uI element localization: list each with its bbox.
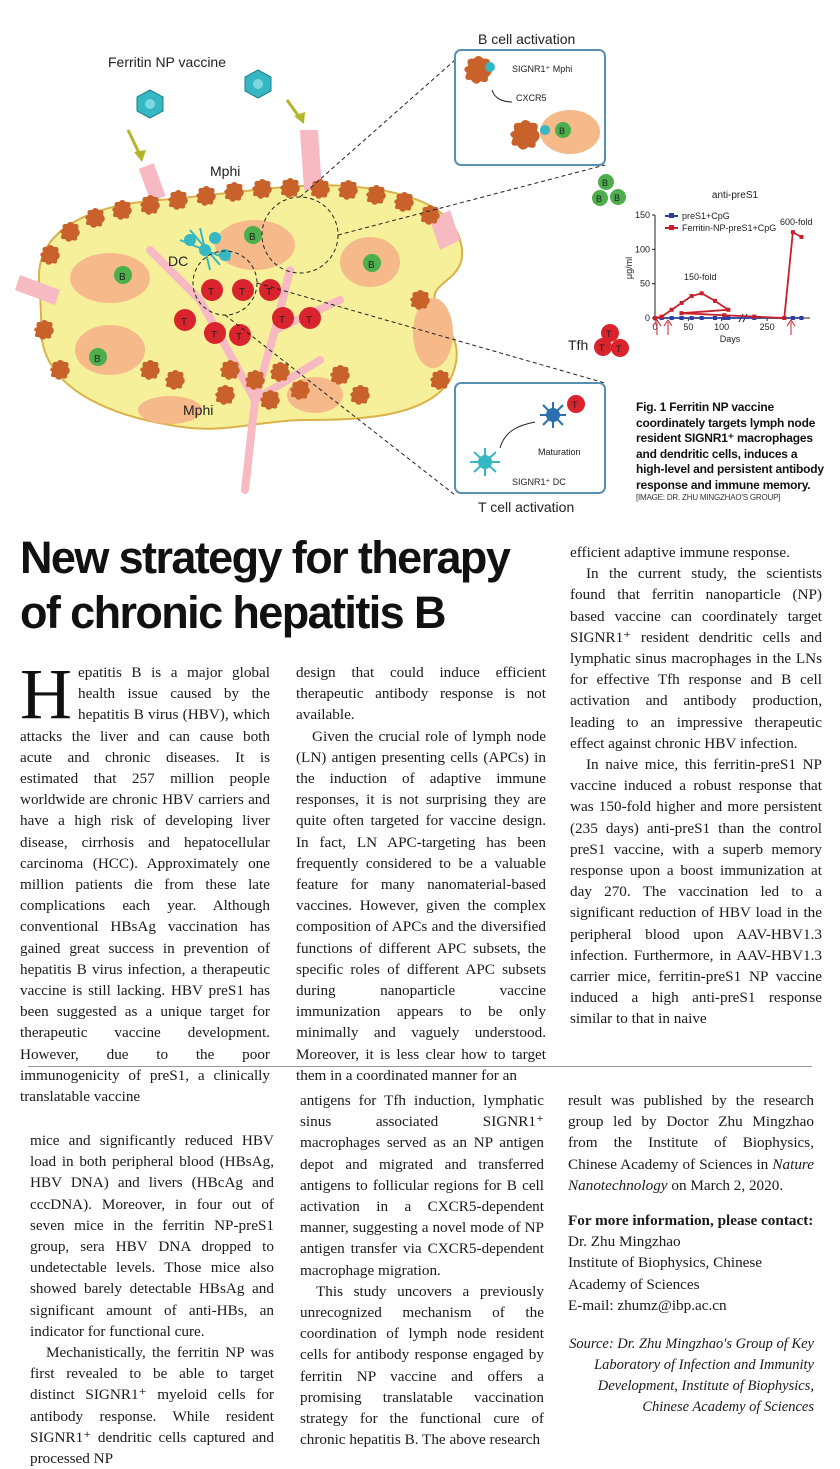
- annotation-150-fold: 150-fold: [684, 272, 717, 282]
- x-tick-label: 50: [683, 322, 694, 332]
- svg-text:B: B: [602, 178, 609, 188]
- svg-text:B: B: [596, 194, 603, 204]
- mphi-top-label: Mphi: [210, 163, 241, 179]
- section-divider: [28, 1066, 812, 1067]
- source-credit: Source: Dr. Zhu Mingzhao's Group of Key Laboratory of Infection and Immunity Development, Institute of Biophysics, Chinese Academy of Sciences: [569, 1336, 814, 1416]
- y-tick-label: 150: [634, 210, 650, 220]
- legend: [665, 211, 776, 233]
- data-point: [713, 299, 717, 303]
- svg-text:T: T: [239, 287, 246, 298]
- data-point: [653, 316, 657, 320]
- data-point: [690, 316, 694, 320]
- np-particle-icon: [137, 90, 163, 118]
- column-6: [568, 1090, 814, 1418]
- x-axis-label: Days: [719, 334, 741, 344]
- data-point: [799, 235, 803, 239]
- data-point: [700, 316, 704, 320]
- figure: [0, 0, 840, 525]
- paragraph: mice and significantly reduced HBV load in both peripheral blood (HBsAg, HBV DNA) and livers (HBcAg and cccDNA). Moreover, in four out of seven mice in the ferritin NP-preS1 group, sera HBV DNA dropped to undetectable levels. Those mice also showed barely detectable HBsAg and significant amount of anti-HBs, an indicator for functional cure.: [30, 1132, 274, 1340]
- data-point: [782, 316, 786, 320]
- contact-block: [568, 1210, 814, 1316]
- x-tick-label: 250: [759, 322, 775, 332]
- svg-text:T: T: [181, 317, 188, 328]
- column-2: [296, 662, 546, 1086]
- data-point: [679, 316, 683, 320]
- arrow-icon: [128, 130, 140, 155]
- svg-text:B: B: [249, 232, 256, 243]
- svg-text:B: B: [94, 354, 101, 365]
- chart-title: anti-preS1: [711, 190, 759, 201]
- legend-item: preS1+CpG: [682, 211, 730, 221]
- svg-text:B: B: [614, 193, 621, 203]
- x-tick-label: 0: [652, 322, 658, 332]
- svg-text:B: B: [119, 272, 126, 283]
- mature-dc-icon: [540, 402, 566, 428]
- vaccine-label: Ferritin NP vaccine: [108, 54, 227, 70]
- x-tick-label: 100: [714, 322, 730, 332]
- b-activation-title: B cell activation: [478, 31, 576, 47]
- tfh-label: Tfh: [568, 337, 589, 353]
- figure-credit: [IMAGE: DR. ZHU MINGZHAO'S GROUP]: [636, 493, 781, 502]
- svg-text:T: T: [616, 344, 622, 354]
- y-axis-label: μg/ml: [624, 256, 634, 280]
- svg-text:SIGNR1⁺ Mphi: SIGNR1⁺ Mphi: [512, 64, 573, 74]
- svg-text:T: T: [211, 330, 218, 341]
- annotation-600-fold: 600-fold: [780, 217, 813, 227]
- paragraph: design that could induce efficient therapeutic antibody response is not available.: [296, 664, 546, 724]
- mphi-bottom-label: Mphi: [183, 402, 214, 418]
- b-cell: [89, 348, 107, 366]
- contact-heading: For more information, please contact:: [568, 1212, 814, 1230]
- b-cell: [363, 254, 381, 272]
- paragraph: Mechanistically, the ferritin NP was first revealed to be able to target distinct SIGNR1⁺ myeloid cells for antibody response. While resident SIGNR1⁺ dendritic cells captured and processed NP: [30, 1344, 274, 1468]
- svg-text:SIGNR1⁺ DC: SIGNR1⁺ DC: [512, 477, 566, 487]
- paragraph: In naive mice, this ferritin-preS1 NP vaccine induced a robust response that was 150-fold higher and more persistent (235 days) anti-preS1 than the control preS1 vaccine, with a superb memory response upon a boost immunization at day 270. The vaccination led to a significant reduction of HBV load in the peripheral blood upon AAV-HBV1.3 infection. Furthermore, in AAV-HBV1.3 carrier mice, ferritin-preS1 NP vaccine induced a high anti-preS1 response similar to that in naive: [570, 756, 822, 1028]
- svg-text:T: T: [606, 329, 612, 339]
- column-1: [20, 654, 270, 1107]
- data-point: [670, 316, 674, 320]
- data-point: [680, 301, 684, 305]
- tfh-cells: [594, 324, 629, 357]
- paragraph: epatitis B is a major global health issue caused by the hepatitis B virus (HBV), which attacks the liver and can cause both acute and chronic diseases. It is estimated that 257 million people worldwide are chronic HBV carriers and have a high risk of developing liver disease, cirrhosis and hepatocellular carcinoma (HCC). Approximately one million patients die from these late complications each year. Although conventional HBsAg vaccination has gained great success in prevention of hepatitis B virus infection, a therapeutic vaccine is still lacking. HBV preS1 has been suggested as a unique target for therapeutic vaccine development. However, due to the poor immunogenicity of preS1, a clinically translatable vaccine: [20, 664, 270, 1106]
- follicle: [75, 325, 145, 375]
- svg-text:T: T: [279, 315, 286, 326]
- svg-text:T: T: [236, 332, 243, 343]
- data-point: [679, 311, 683, 315]
- paragraph: Given the crucial role of lymph node (LN) antigen presenting cells (APCs) in the induction of adaptive immune responses, it is not surprising they are quite often targeted for vaccine design. In fact, LN APC-targeting has been frequently considered to be a valuable feature for many nanomaterial-based vaccines. However, given the complex composition of APCs and the diversified functions of different APC subsets, the specific roles of different APC subsets during nanoparticle vaccine immunization appears to be only minimally and vaguely understood. Moreover, it is less clear how to target them in a coordinated manner for an: [296, 727, 546, 1084]
- journal-name: Nature Nanotechnology: [568, 1155, 814, 1194]
- data-point: [726, 308, 730, 312]
- legend-item: Ferritin-NP-preS1+CpG: [682, 223, 777, 233]
- y-tick-label: 100: [634, 244, 650, 255]
- paragraph: result was published by the research group led by Doctor Zhu Mingzhao from the Institute of Biophysics, Chinese Academy of Sciences in Nature Nanotechnology on March 2, 2020.: [568, 1092, 814, 1194]
- column-4: [30, 1130, 274, 1469]
- contact-institute: Institute of Biophysics, Chinese Academy of Sciences: [568, 1254, 763, 1293]
- b-cell: [244, 226, 262, 244]
- svg-text:B: B: [559, 126, 566, 136]
- data-point: [791, 230, 795, 234]
- contact-name: Dr. Zhu Mingzhao: [568, 1233, 681, 1251]
- follicle: [70, 253, 150, 303]
- data-point: [700, 291, 704, 295]
- data-point: [791, 316, 795, 320]
- np-particle-icon: [245, 70, 271, 98]
- series-line: [655, 232, 801, 318]
- paragraph: In the current study, the scientists found that ferritin nanoparticle (NP) based vaccine can coordinately target SIGNR1⁺ resident dendritic cells and lymphatic sinus macrophages in the LNs for effective Tfh response and B cell activation and antibody production, leading to an impressive therapeutic effect against chronic HBV infection.: [570, 565, 822, 752]
- dc-cell-icon: [470, 448, 500, 476]
- column-3: [570, 542, 822, 1030]
- data-point: [722, 313, 726, 317]
- svg-text:T: T: [208, 287, 215, 298]
- data-point: [660, 315, 664, 319]
- data-point: [752, 315, 756, 319]
- headline: New strategy for therapy of chronic hepatitis B: [20, 532, 510, 638]
- paragraph: This study uncovers a previously unrecognized mechanism of the coordination of lymph node resident cells for antibody response engaged by ferritin NP vaccine and offers a promising translatable vaccination strategy for the functional cure of chronic hepatitis B. The above research: [300, 1282, 544, 1449]
- b-cell-group: [592, 174, 626, 206]
- data-point: [799, 316, 803, 320]
- anti-pres1-chart: [624, 190, 813, 344]
- column-5: [300, 1090, 544, 1450]
- y-tick-label: 0: [644, 313, 650, 323]
- dropcap: H: [20, 654, 72, 734]
- svg-text:T: T: [306, 315, 313, 326]
- data-point: [713, 316, 717, 320]
- svg-text:T: T: [599, 343, 605, 353]
- paragraph: antigens for Tfh induction, lymphatic sinus associated SIGNR1⁺ macrophages served as an NP antigen depot and migrated and transferred antigens to follicular regions for B cell activation in a CXCR5-dependent manner, suggesting a novel mode of NP antigen transfer via CXCR5-dependent macrophage migration.: [300, 1092, 544, 1279]
- svg-text:T: T: [572, 400, 578, 410]
- svg-text:T: T: [266, 287, 273, 298]
- figure-caption: Fig. 1 Ferritin NP vaccine coordinately targets lymph node resident SIGNR1⁺ macrophages and dendritic cells, induces a high-level and persistent antibody response and immune memory.: [636, 400, 824, 492]
- paragraph: efficient adaptive immune response.: [570, 544, 790, 561]
- y-tick-label: 50: [639, 278, 650, 289]
- svg-text:B: B: [368, 260, 375, 271]
- t-activation-title: T cell activation: [478, 499, 575, 515]
- dc-label: DC: [168, 253, 189, 269]
- data-point: [670, 308, 674, 312]
- contact-email[interactable]: E-mail: zhumz@ibp.ac.cn: [568, 1296, 727, 1314]
- svg-text:CXCR5: CXCR5: [516, 93, 547, 103]
- data-point: [690, 294, 694, 298]
- svg-text:Maturation: Maturation: [538, 447, 581, 457]
- b-cell: [114, 266, 132, 284]
- data-point: [726, 316, 730, 320]
